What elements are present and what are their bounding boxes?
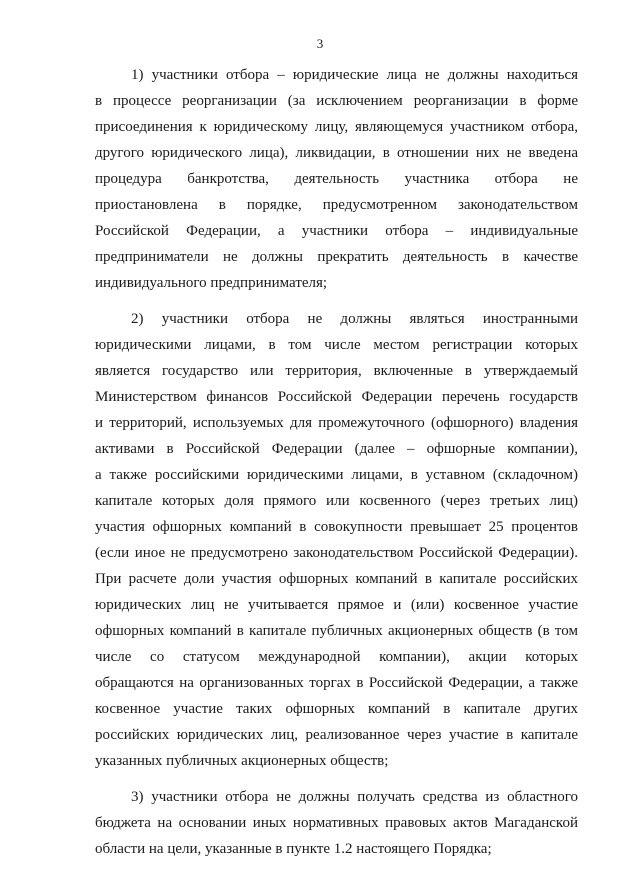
text-line: присоединения к юридическому лицу, являющемуся участником отбора,: [95, 119, 578, 135]
text-line: бюджета на основании иных нормативных правовых актов Магаданской: [95, 815, 578, 831]
text-line: капитале которых доля прямого или косвенного (через третьих лиц): [95, 493, 578, 509]
text-line: (если иное не предусмотрено законодательством Российской Федерации).: [95, 545, 578, 561]
text-line: приостановлена в порядке, предусмотренном законодательством: [95, 197, 578, 213]
text-line: 2) участники отбора не должны являться иностранными: [131, 311, 578, 327]
text-line: косвенное участие таких офшорных компаний в капитале других: [95, 701, 578, 717]
text-line: российских юридических лиц, реализованное через участие в капитале: [95, 727, 578, 743]
text-line: офшорных компаний в капитале публичных акционерных обществ (в том: [95, 623, 578, 639]
text-line: и территорий, используемых для промежуточного (офшорного) владения: [95, 415, 578, 431]
text-line: другого юридического лица), ликвидации, в отношении них не введена: [95, 145, 578, 161]
text-line: юридических лиц не учитывается прямое и (или) косвенное участие: [95, 597, 578, 613]
text-line: активами в Российской Федерации (далее – офшорные компании),: [95, 441, 578, 457]
text-line: предприниматели не должны прекратить деятельность в качестве: [95, 249, 578, 265]
text-line: Российской Федерации, а участники отбора – индивидуальные: [95, 223, 578, 239]
text-line: указанных публичных акционерных обществ;: [95, 753, 389, 769]
paragraph-3: [95, 784, 578, 862]
text-line: При расчете доли участия офшорных компаний в капитале российских: [95, 571, 578, 587]
text-line: процедура банкротства, деятельность участника отбора не: [95, 171, 578, 187]
text-line: а также российскими юридическими лицами, в уставном (складочном): [95, 467, 578, 483]
text-line: участия офшорных компаний в совокупности превышает 25 процентов: [95, 519, 578, 535]
document-body: [95, 62, 578, 862]
text-line: юридическими лицами, в том числе местом регистрации которых: [95, 337, 578, 353]
paragraph-1: [95, 62, 578, 296]
paragraph-2: [95, 306, 578, 774]
text-line: индивидуального предпринимателя;: [95, 275, 328, 291]
text-line: Министерством финансов Российской Федерации перечень государств: [95, 389, 578, 405]
text-line: обращаются на организованных торгах в Российской Федерации, а также: [95, 675, 578, 691]
page-number: 3: [316, 36, 324, 51]
text-line: числе со статусом международной компании), акции которых: [95, 649, 578, 665]
text-line: 1) участники отбора – юридические лица не должны находиться: [131, 67, 578, 83]
text-line: в процессе реорганизации (за исключением реорганизации в форме: [95, 93, 578, 109]
text-line: области на цели, указанные в пункте 1.2 настоящего Порядка;: [95, 841, 492, 857]
text-line: является государство или территория, включенные в утверждаемый: [95, 363, 578, 379]
text-line: 3) участники отбора не должны получать средства из областного: [131, 789, 578, 805]
